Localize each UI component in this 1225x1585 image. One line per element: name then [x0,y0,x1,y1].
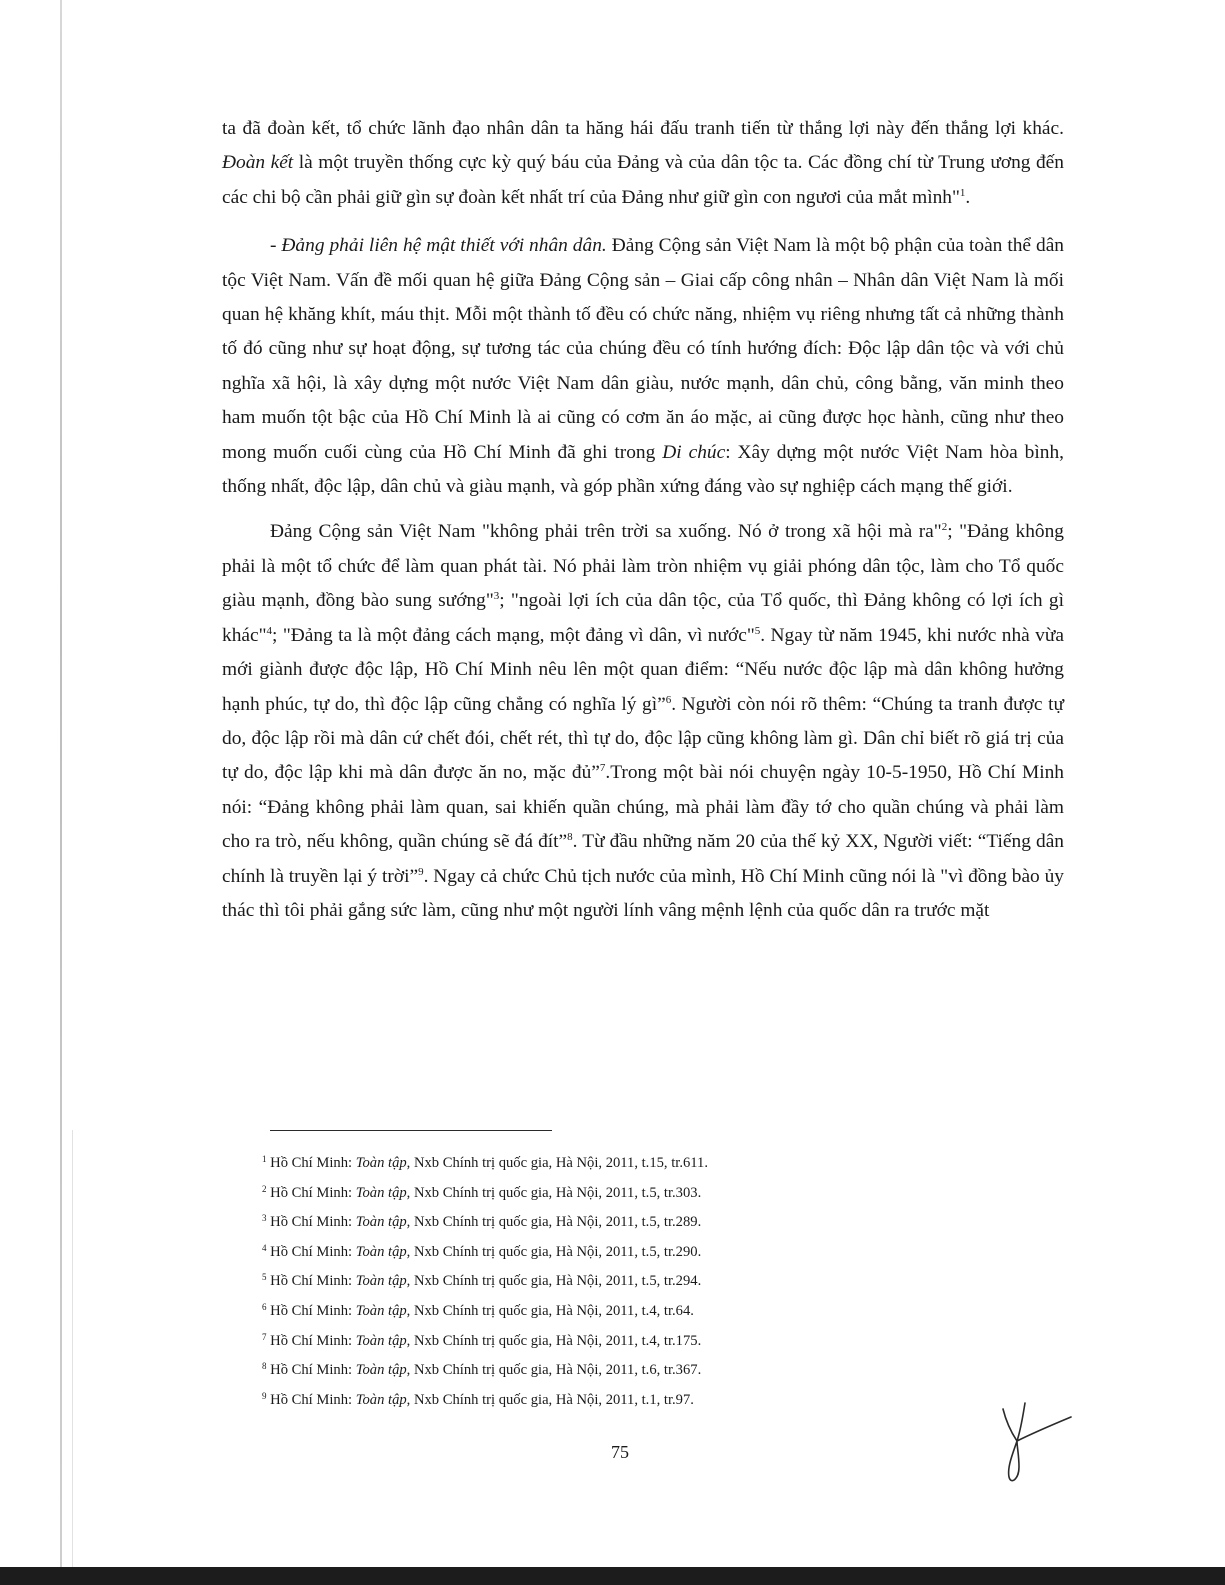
footnote-7: $^7$ Hồ Chí Minh: Toàn tập, Nxb Chính trị quốc gia, Hà Nội, 2011, t.4, tr.175. [262,1331,702,1349]
footnotes [262,1149,902,1415]
footnote-2: $^2$ Hồ Chí Minh: Toàn tập, Nxb Chính trị quốc gia, Hà Nội, 2011, t.5, tr.303. [262,1183,702,1201]
footnote-ref-8: 8 [567,831,573,844]
page-number: 75 [611,1442,629,1462]
footnote-ref-6: 6 [665,693,672,706]
paragraph-1: ta đã đoàn kết, tổ chức lãnh đạo nhân dân ta hăng hái đấu tranh tiến từ thắng lợi này đến thắng lợi khác. Đoàn kết là một truyền thống cực kỳ quý báu của Đảng và của dân tộc ta. Các đồng chí từ Trung ương đến các chi bộ cần phải giữ gìn sự đoàn kết nhất trí của Đảng như giữ gìn con ngươi của mắt mình"$^1$. [222,118,1064,208]
footnote-6: $^6$ Hồ Chí Minh: Toàn tập, Nxb Chính trị quốc gia, Hà Nội, 2011, t.4, tr.64. [262,1301,694,1319]
scan-edge-line [72,1130,73,1585]
signature-icon [995,1395,1075,1485]
footnote-4: $^4$ Hồ Chí Minh: Toàn tập, Nxb Chính trị quốc gia, Hà Nội, 2011, t.5, tr.290. [262,1242,702,1260]
footnote-ref-1: 1 [959,186,966,199]
paragraph-2: - Đảng phải liên hệ mật thiết với nhân dân. Đảng Cộng sản Việt Nam là một bộ phận của toàn thể dân tộc Việt Nam. Vấn đề mối quan hệ giữa Đảng Cộng sản – Giai cấp công nhân – Nhân dân Việt Nam là mối quan hệ khăng khít, máu thịt. Mỗi một thành tố đều có chức năng, nhiệm vụ riêng nhưng tất cả những thành tố đó cũng như sự hoạt động, sự tương tác của chúng đều có tính hướng đích: Độc lập dân tộc và với chủ nghĩa xã hội, là xây dựng một nước Việt Nam dân giàu, nước mạnh, dân chủ, công bằng, văn minh theo ham muốn tột bậc của Hồ Chí Minh là ai cũng có cơm ăn áo mặc, ai cũng được học hành, cũng như theo mong muốn cuối cùng của Hồ Chí Minh đã ghi trong Di chúc: Xây dựng một nước Việt Nam hòa bình, thống nhất, độc lập, dân chủ và giàu mạnh, và góp phần xứng đáng vào sự nghiệp cách mạng thế giới. [222,235,1064,498]
scan-bottom-band [0,1567,1225,1585]
page-body [222,112,1064,928]
footnote-ref-7: 7 [599,762,606,775]
footnote-ref-4: 4 [266,624,273,637]
footnote-ref-3: 3 [493,590,500,603]
footnote-8: $^8$ Hồ Chí Minh: Toàn tập, Nxb Chính trị quốc gia, Hà Nội, 2011, t.6, tr.367. [262,1361,702,1379]
footnote-1: $^1$ Hồ Chí Minh: Toàn tập, Nxb Chính trị quốc gia, Hà Nội, 2011, t.15, tr.611. [262,1154,708,1171]
footnote-separator [270,1130,552,1131]
footnote-3: $^3$ Hồ Chí Minh: Toàn tập, Nxb Chính trị quốc gia, Hà Nội, 2011, t.5, tr.289. [262,1213,702,1231]
paragraph-3: Đảng Cộng sản Việt Nam "không phải trên trời sa xuống. Nó ở trong xã hội mà ra"$^2$; "Đảng không phải là một tổ chức để làm quan phát tài. Nó phải làm tròn nhiệm vụ giải phóng dân tộc, làm cho Tổ quốc giàu mạnh, đồng bào sung sướng"$^3$; "ngoài lợi ích của dân tộc, của Tổ quốc, thì Đảng không có lợi ích gì khác"$^4$; "Đảng ta là một đảng cách mạng, một đảng vì dân, vì nước"$^5$. Ngay từ năm 1945, khi nước nhà vừa mới giành được độc lập, Hồ Chí Minh nêu lên một quan điểm: “Nếu nước độc lập mà dân không hưởng hạnh phúc, tự do, thì độc lập cũng chẳng có nghĩa lý gì”$^6$. Người còn nói rõ thêm: “Chúng ta tranh được tự do, độc lập rồi mà dân cứ chết đói, chết rét, thì tự do, độc lập cũng không làm gì. Dân chỉ biết rõ giá trị của tự do, độc lập khi mà dân được ăn no, mặc đủ”$^7$.Trong một bài nói chuyện ngày 10-5-1950, Hồ Chí Minh nói: “Đảng không phải làm quan, sai khiến quần chúng, mà phải làm đầy tớ cho quần chúng và phải làm cho ra trò, nếu không, quần chúng sẽ đá đít”$^8$. Từ đầu những năm 20 của thế kỷ XX, Người viết: “Tiếng dân chính là truyền lại ý trời”$^9$. Ngay cả chức Chủ tịch nước của mình, Hồ Chí Minh cũng nói là "vì đồng bào ủy thác thì tôi phải gắng sức làm, cũng như một người lính vâng mệnh lệnh của quốc dân ra trước mặt [222,521,1064,921]
footnote-9: $^9$ Hồ Chí Minh: Toàn tập, Nxb Chính trị quốc gia, Hà Nội, 2011, t.1, tr.97. [262,1390,694,1408]
scan-edge-shadow [60,0,62,1585]
footnote-ref-5: 5 [754,624,761,637]
footnote-5: $^5$ Hồ Chí Minh: Toàn tập, Nxb Chính trị quốc gia, Hà Nội, 2011, t.5, tr.294. [262,1272,702,1290]
footnote-ref-2: 2 [941,521,948,534]
footnote-ref-9: 9 [418,865,424,878]
